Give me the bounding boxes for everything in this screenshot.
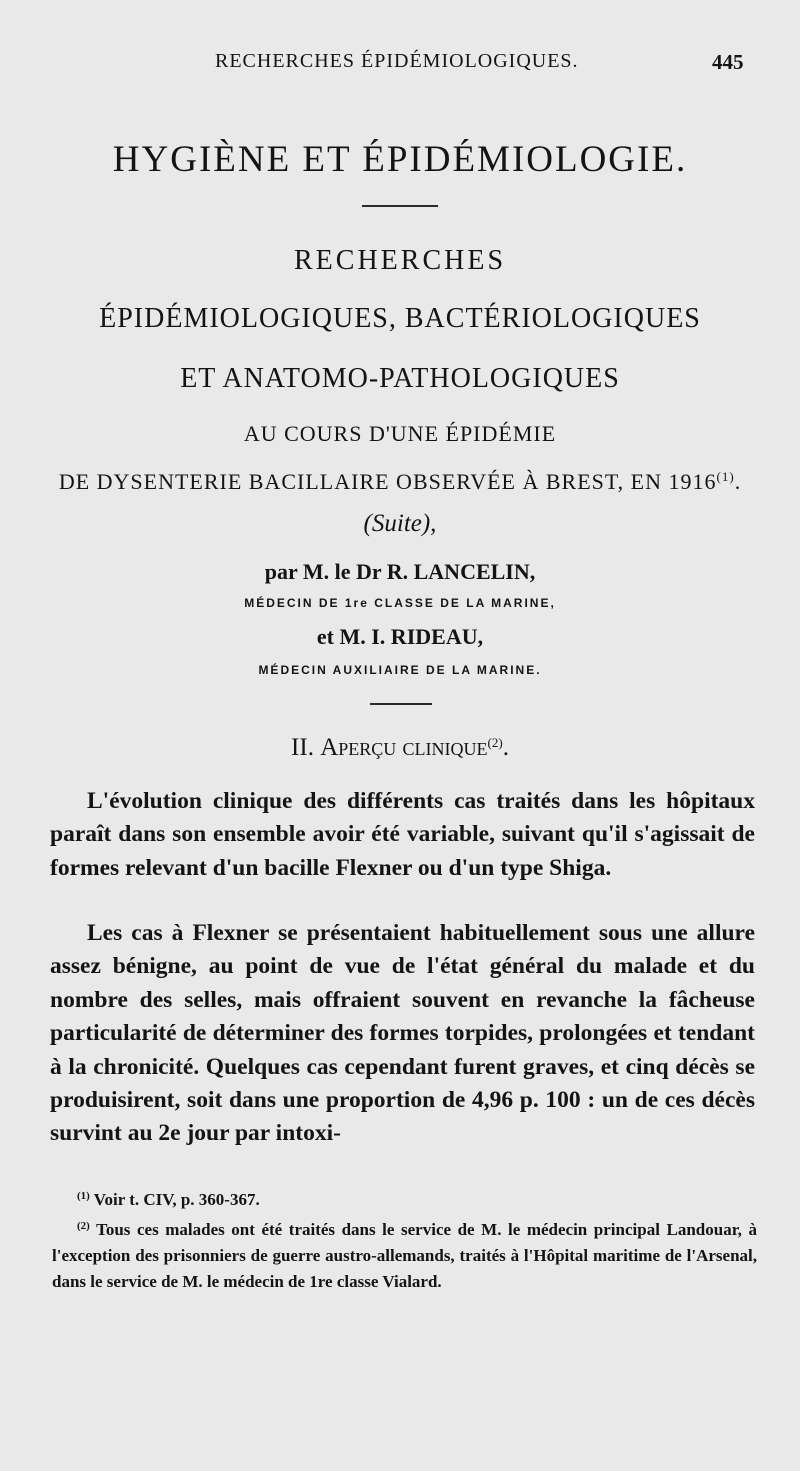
footnote-1 [52, 1183, 757, 1213]
author-1: par M. le Dr R. LANCELIN, [264, 559, 536, 584]
running-head [0, 50, 800, 80]
author-2-rank: MÉDECIN AUXILIAIRE DE LA MARINE. [258, 663, 542, 677]
footnote-2 [52, 1213, 757, 1295]
article-title-line5 [0, 469, 800, 495]
footnotes [52, 1183, 757, 1295]
running-title: RECHERCHES ÉPIDÉMIOLOGIQUES. [215, 50, 579, 72]
article-title-line2: ÉPIDÉMIOLOGIQUES, BACTÉRIOLOGIQUES [99, 303, 701, 334]
subsection-title: Aperçu clinique [320, 734, 488, 761]
article-title-line1: RECHERCHES [293, 245, 507, 276]
footnote-ref-2: (2) [487, 735, 503, 750]
suite-label: (Suite), [363, 510, 437, 537]
paragraph-1: L'évolution clinique des différents cas traités dans les hôpitaux paraît dans son ensemble avoir été variable, suivant qu'il s'agissait de formes relevant d'un bacille Flexner ou d'un type Shiga. [50, 788, 755, 881]
section-title: HYGIÈNE ET ÉPIDÉMIOLOGIE. [112, 139, 688, 180]
article-title-line5-end: . [734, 469, 742, 494]
article-title-line3: ET ANATOMO-PATHOLOGIQUES [180, 363, 620, 394]
footnote-2-text: Tous ces malades ont été traités dans le service de M. le médecin principal Landouar, à l'exception des prisonniers de guerre austro-allemands, traités à l'Hôpital maritime de l'Arsenal, dans le service de M. le médecin de 1re classe Vialard. [52, 1220, 757, 1291]
authors-divider [370, 703, 432, 705]
footnote-1-text: Voir t. CIV, p. 360-367. [89, 1190, 260, 1209]
paragraph-2: Les cas à Flexner se présentaient habituellement sous une allure assez bénigne, au point de vue de l'état général du malade et du nombre des selles, mais offraient souvent en revanche la fâcheuse particularité de déterminer des formes torpides, prolongées et tendant à la chronicité. Quelques cas cependant furent graves, et cinq décès se produisirent, soit dans une proportion de 4,96 p. 100 : un de ces décès survint au 2e jour par intoxi- [50, 920, 755, 1147]
footnote-ref-1: (1) [716, 469, 735, 484]
subsection-numeral: II. [291, 734, 321, 761]
footnote-1-mark: (1) [77, 1190, 90, 1202]
subsection-end: . [502, 734, 509, 761]
page-number: 445 [712, 50, 744, 74]
subsection-heading [0, 734, 800, 762]
author-1-rank: MÉDECIN DE 1re CLASSE DE LA MARINE, [244, 596, 556, 610]
article-title-line5-text: DE DYSENTERIE BACILLAIRE OBSERVÉE À BREST, EN 1916 [58, 469, 717, 494]
author-2: et M. I. RIDEAU, [316, 624, 484, 649]
article-title-line4: AU COURS D'UNE ÉPIDÉMIE [243, 421, 557, 446]
title-divider [362, 205, 438, 207]
footnote-2-mark: (2) [77, 1220, 90, 1232]
